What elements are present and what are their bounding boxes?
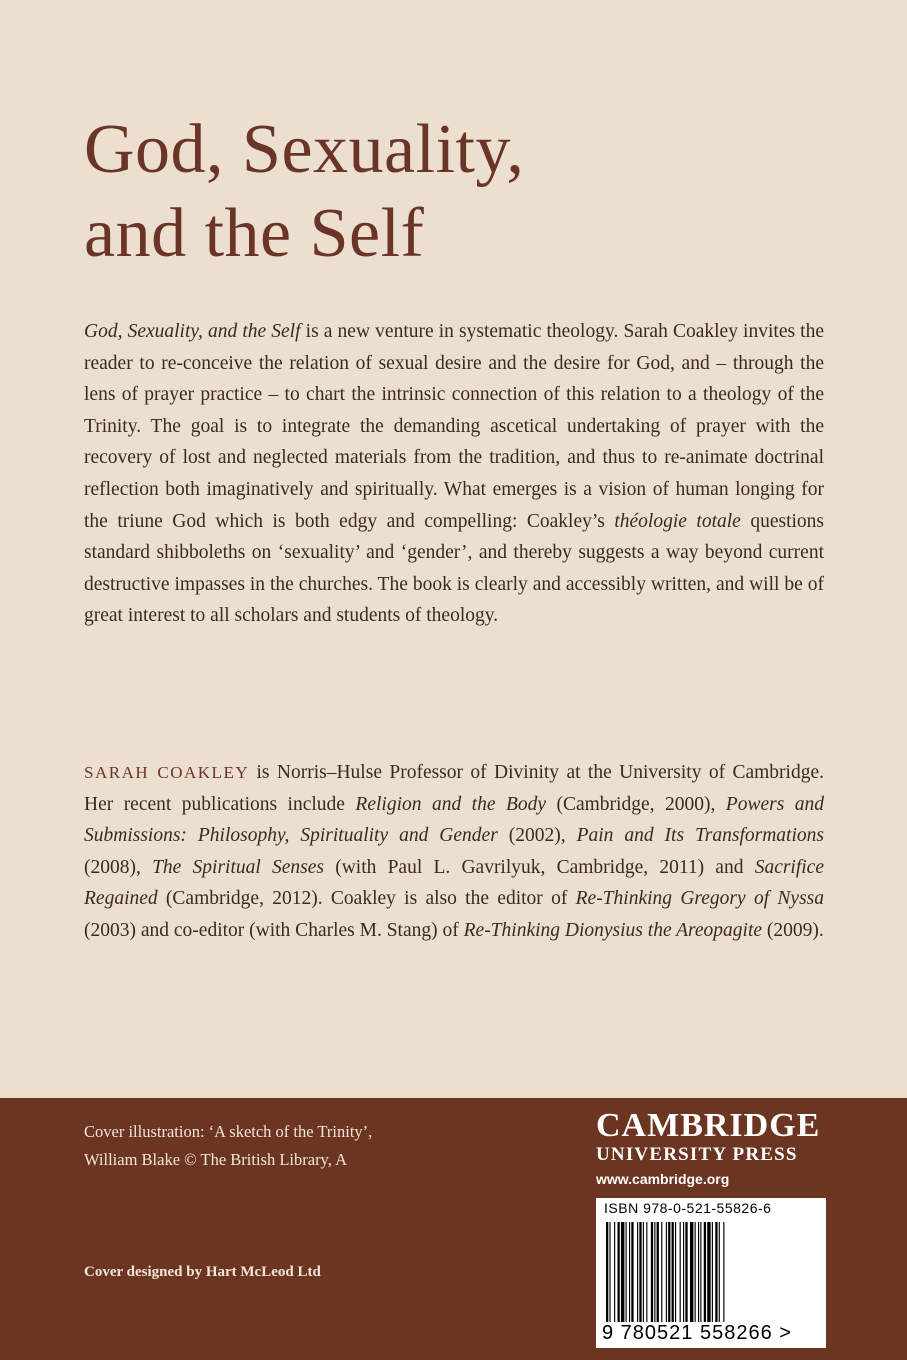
- publisher-press: UNIVERSITY PRESS: [596, 1144, 798, 1165]
- publisher-logo: [596, 1108, 836, 1190]
- description-book-title: God, Sexuality, and the Self: [84, 321, 301, 342]
- bio-text: (2008),: [84, 856, 153, 878]
- bio-work-title: Powers and Submissions: Philosophy, Spirituality and Gender: [84, 793, 824, 847]
- illustration-credit-line-2: William Blake © The British Library, A: [84, 1150, 347, 1169]
- description-text-2: questions standard shibboleths on ‘sexuality’ and ‘gender’, and thereby suggests a way beyond current destructive impasses in the churches. The book is clearly and accessibly written, and will be of great interest to all scholars and students of theology.: [84, 510, 824, 627]
- bio-work-title: Pain and Its Transformations: [576, 825, 824, 847]
- bio-work-title: Re-Thinking Gregory of Nyssa: [575, 888, 825, 910]
- isbn-number: ISBN 978-0-521-55826-6: [604, 1200, 772, 1216]
- publisher-name: CAMBRIDGE: [596, 1107, 821, 1144]
- description-theologie-totale: théologie totale: [614, 510, 741, 532]
- bio-text: (with Paul L. Gavrilyuk, Cambridge, 2011) and: [324, 856, 755, 878]
- author-bio: [84, 757, 824, 947]
- bio-text: (2009).: [762, 919, 824, 941]
- cover-designer-credit: Cover designed by Hart McLeod Ltd: [84, 1264, 321, 1280]
- publisher-url: www.cambridge.org: [596, 1171, 730, 1187]
- book-title: [84, 108, 844, 276]
- bio-work-title: Religion and the Body: [355, 793, 547, 815]
- book-description: [84, 316, 824, 632]
- book-title-line-1: God, Sexuality,: [84, 111, 525, 188]
- illustration-credit-line-1: Cover illustration: ‘A sketch of the Trinity’,: [84, 1122, 373, 1141]
- description-text-1: is a new venture in systematic theology. Sarah Coakley invites the reader to re-conceive the relation of sexual desire and the desire for God, and – through the lens of prayer practice – to chart the intrinsic connection of this relation to a theology of the Trinity. The goal is to integrate the demanding ascetical undertaking of prayer with the recovery of lost and neglected materials from the tradition, and thus to re-animate doctrinal reflection both imaginatively and spiritually. What emerges is a vision of human longing for the triune God which is both edgy and compelling: Coakley’s: [84, 321, 825, 532]
- bio-text: is Norris–Hulse Professor of Divinity at the University of Cambridge. Her recent publications include: [84, 762, 824, 815]
- bio-work-title: Sacrifice Regained: [84, 856, 824, 910]
- bio-work-title: Re-Thinking Dionysius the Areopagite: [463, 919, 763, 941]
- book-title-line-2: and the Self: [84, 195, 425, 272]
- bio-text: (Cambridge, 2012). Coakley is also the editor of: [157, 888, 576, 910]
- barcode-digits: 9 780521 558266 >: [602, 1322, 792, 1344]
- bio-text: (2002),: [497, 825, 577, 847]
- bio-work-title: The Spiritual Senses: [152, 856, 324, 878]
- bio-text: (Cambridge, 2000),: [546, 793, 726, 815]
- bio-text: (2003) and co-editor (with Charles M. Stang) of: [84, 919, 464, 941]
- barcode-icon: [606, 1222, 816, 1322]
- author-name: SARAH COAKLEY: [84, 763, 250, 782]
- cover-footer: [0, 1098, 907, 1360]
- cover-illustration-credit: [84, 1118, 544, 1174]
- isbn-barcode-box: [596, 1198, 826, 1348]
